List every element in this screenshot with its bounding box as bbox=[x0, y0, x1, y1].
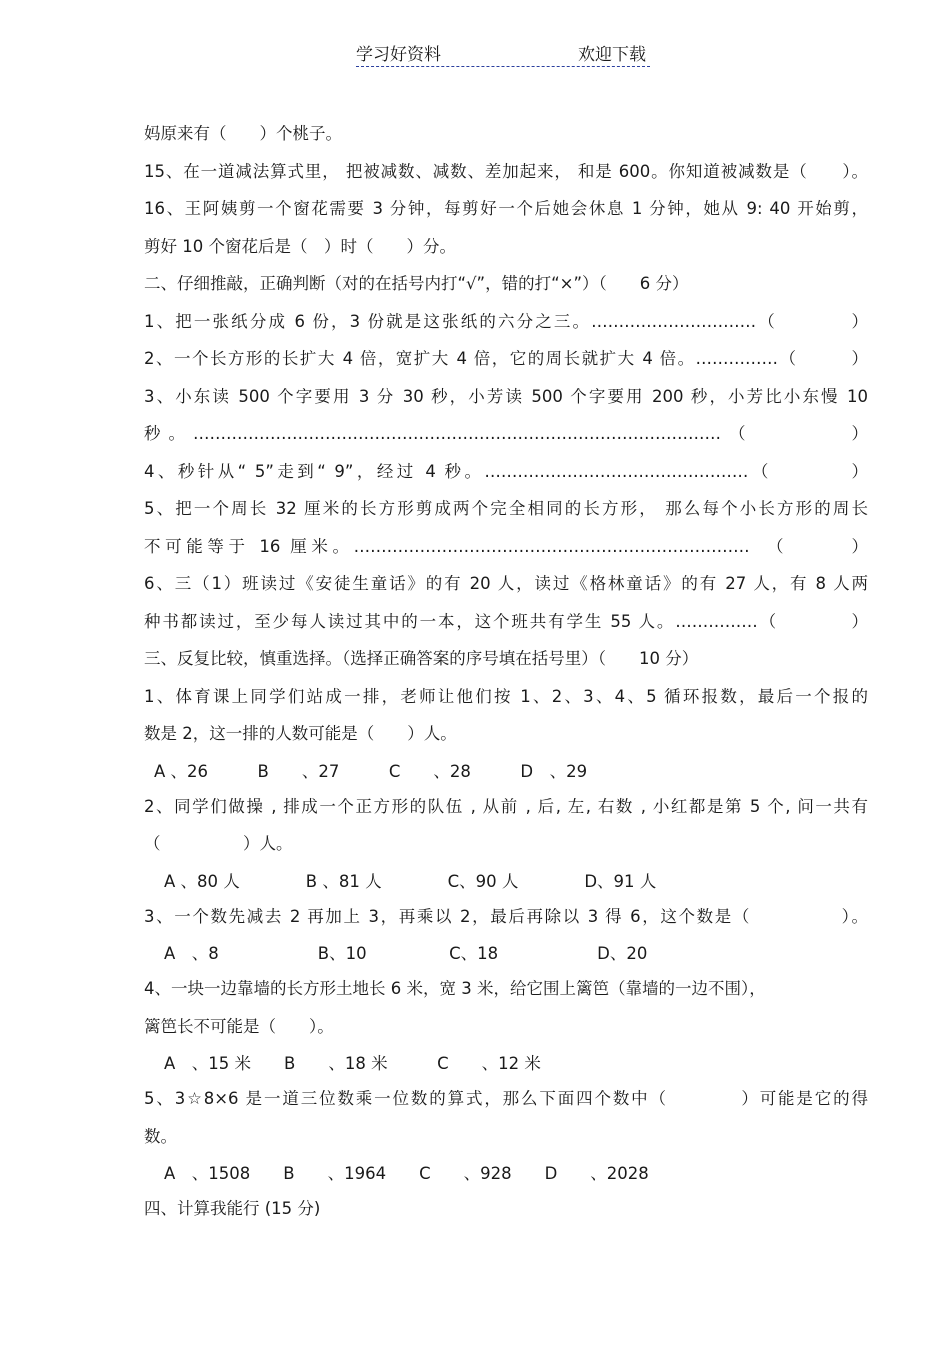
text-line-judge-3-end: 秒。……………………………………………………………………………………（ ） bbox=[144, 424, 868, 443]
text-line-choice-1: 1、体育课上同学们站成一排，老师让他们按 1、2、3、4、5 循环报数，最后一个报的 bbox=[144, 686, 868, 706]
text-line-judge-4: 4、秒针从“ 5”走到“ 9”，经过 4 秒。…………………………………………（ ） bbox=[144, 461, 868, 481]
section-heading-calc: 四、计算我能行 (15 分) bbox=[144, 1199, 321, 1218]
text-line-judge-5: 5、把一个周长 32 厘米的长方形剪成两个完全相同的长方形， 那么每个小长方形的周长 bbox=[144, 499, 868, 518]
options-choice-1: A 、26 B 、27 C 、28 D 、29 bbox=[154, 761, 588, 781]
options-choice-5: A 、1508 B 、1964 C 、928 D 、2028 bbox=[164, 1164, 649, 1183]
text-line-judge-6: 6、三（1）班读过《安徒生童话》的有 20 人，读过《格林童话》的有 27 人，有 8 人两 bbox=[144, 574, 868, 593]
section-heading-judge: 二、仔细推敲，正确判断（对的在括号内打“√”，错的打“×”）（ 6 分） bbox=[144, 274, 689, 293]
text-line-q15: 15、在一道减法算式里， 把被减数、减数、差加起来， 和是 600。你知道被减数是（ ）。 bbox=[144, 161, 868, 181]
text-line-judge-6-end: 种书都读过，至少每人读过其中的一本，这个班共有学生 55 人。……………（ ） bbox=[144, 611, 868, 631]
text-line-choice-1-end: 数是 2，这一排的人数可能是（ ）人。 bbox=[144, 724, 457, 743]
text-line-choice-5: 5、3☆8×6 是一道三位数乘一位数的算式，那么下面四个数中（ ）可能是它的得 bbox=[144, 1089, 868, 1108]
header-left-text: 学习好资料 bbox=[356, 45, 441, 65]
section-heading-choice: 三、反复比较，慎重选择。（选择正确答案的序号填在括号里）（ 10 分） bbox=[144, 649, 699, 668]
text-line-judge-3: 3、小东读 500 个字要用 3 分 30 秒，小芳读 500 个字要用 200 秒，小芳比小东慢 10 bbox=[144, 386, 868, 406]
options-choice-2: A 、80 人 B 、81 人 C、90 人 D、91 人 bbox=[164, 871, 657, 891]
options-choice-4: A 、15 米 B 、18 米 C 、12 米 bbox=[164, 1054, 541, 1073]
exam-content bbox=[144, 119, 868, 1232]
text-line-q16-end: 剪好 10 个窗花后是（ ）时（ ）分。 bbox=[144, 236, 456, 256]
options-choice-3: A 、8 B、10 C、18 D、20 bbox=[164, 944, 648, 963]
text-line-judge-5-end: 不可能等于 16 厘米。……………………………………………………………… （ ） bbox=[144, 536, 868, 556]
text-line-q16: 16、王阿姨剪一个窗花需要 3 分钟，每剪好一个后她会休息 1 分钟，她从 9: 40 开始剪， bbox=[144, 199, 868, 218]
text-line-choice-2-end: （ ）人。 bbox=[144, 834, 293, 853]
text-line-choice-4-end: 篱笆长不可能是（ ）。 bbox=[144, 1016, 334, 1036]
text-line-choice-2: 2、同学们做操 , 排成一个正方形的队伍 , 从前 , 后, 左, 右数 , 小红都是第 5 个, 问一共有 bbox=[144, 796, 868, 816]
text-line-judge-1: 1、把一张纸分成 6 份，3 份就是这张纸的六分之三。…………………………（ ） bbox=[144, 311, 868, 331]
header-right-text: 欢迎下载 bbox=[578, 45, 646, 65]
text-line-choice-4: 4、一块一边靠墙的长方形土地长 6 米，宽 3 米，给它围上篱笆（靠墙的一边不围）， bbox=[144, 979, 766, 998]
text-line-choice-5-end: 数。 bbox=[144, 1126, 177, 1146]
text-line-judge-2: 2、一个长方形的长扩大 4 倍，宽扩大 4 倍，它的周长就扩大 4 倍。……………（ ） bbox=[144, 349, 868, 368]
text-line-q14-end: 妈原来有（ ）个桃子。 bbox=[144, 124, 342, 143]
text-line-choice-3: 3、一个数先减去 2 再加上 3，再乘以 2，最后再除以 3 得 6，这个数是（ ）。 bbox=[144, 906, 868, 926]
page-header bbox=[356, 40, 650, 67]
